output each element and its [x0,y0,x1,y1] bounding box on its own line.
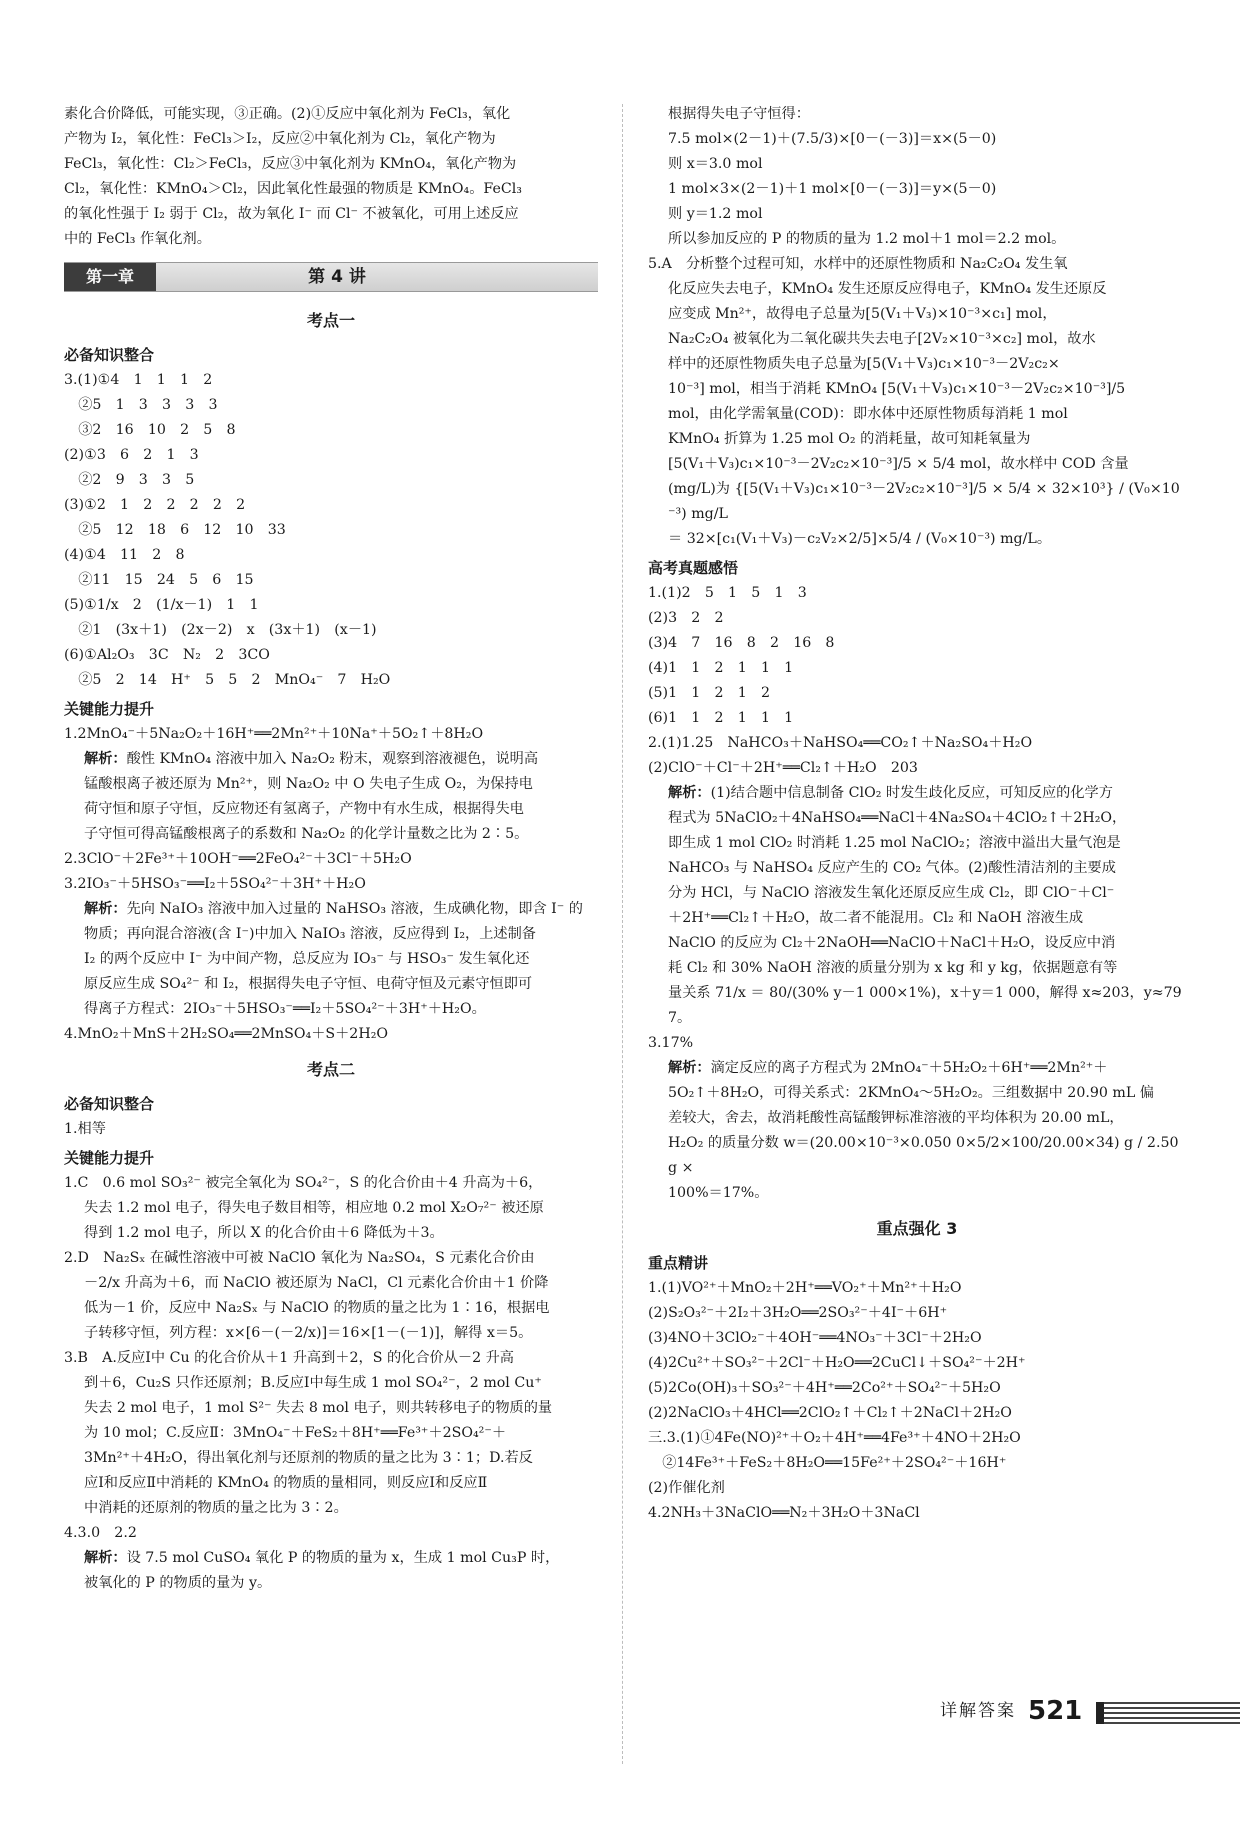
balance-line: (3)①2 1 2 2 2 2 2 [64,497,246,513]
balance-line: ②1 (3x＋1) (2x－2) x (3x＋1) (x－1) [64,622,377,638]
answer-line: 10⁻³] mol，相当于消耗 KMnO₄ [5(V₁＋V₃)c₁×10⁻³－2V₂c₂×10⁻³]/5 [668,381,1126,397]
explanation-line: 酸性 KMnO₄ 溶液中加入 Na₂O₂ 粉末，观察到溶液褪色，说明高 [126,751,539,767]
equation-line: 1.(1)VO²⁺＋MnO₂＋2H⁺══VO₂⁺＋Mn²⁺＋H₂O [648,1280,962,1296]
gaokao-line: (6)1 1 2 1 1 1 [648,710,794,726]
gaokao-line: (2)ClO⁻＋Cl⁻＋2H⁺══Cl₂↑＋H₂O 203 [648,760,918,776]
intro-line: Cl₂，氧化性：KMnO₄＞Cl₂，因此氧化性最强的物质是 KMnO₄。FeCl₃ [64,181,522,197]
equation-line: (4)2Cu²⁺＋SO₃²⁻＋2Cl⁻＋H₂O══2CuCl↓＋SO₄²⁻＋2H⁺ [648,1355,1026,1371]
footer-stripe-decoration [1096,1702,1240,1724]
equation-line: (3)4NO＋3ClO₂⁻＋4OH⁻══4NO₃⁻＋3Cl⁻＋2H₂O [648,1330,982,1346]
explanation-line: 设 7.5 mol CuSO₄ 氧化 P 的物质的量为 x，生成 1 mol Cu₃P 时， [126,1550,560,1566]
jiexi-label: 解析： [84,1550,127,1566]
answer-line: 得到 1.2 mol 电子，所以 X 的化合价由＋6 降低为＋3。 [84,1225,444,1241]
k2-q5-explanation [64,1546,598,1596]
answer-line: Na₂C₂O₄ 被氧化为二氧化碳共失去电子[2V₂×10⁻³×c₂] mol，故水 [668,331,1096,347]
intro-text [64,102,598,252]
answer-line: 为 10 mol；C.反应Ⅱ：3MnO₄⁻＋FeS₂＋8H⁺══Fe³⁺＋2SO₄²⁻＋ [84,1425,507,1441]
balance-line: (2)①3 6 2 1 3 [64,447,199,463]
electron-conservation-calc [648,102,1186,252]
jiexi-label: 解析： [668,1060,711,1076]
answer-line: 中消耗的还原剂的物质的量之比为 3∶2。 [84,1500,348,1516]
explanation-line: 得离子方程式：2IO₃⁻＋5HSO₃⁻══I₂＋5SO₄²⁻＋3H⁺＋H₂O。 [84,1001,486,1017]
calc-line: 1 mol×3×(2－1)＋1 mol×[0－(－3)]＝y×(5－0) [668,181,997,197]
explanation-line: 物质；再向混合溶液(含 I⁻)中加入 NaIO₃ 溶液，反应得到 I₂，上述制备 [84,926,536,942]
equation-line: 4.2NH₃＋3NaClO══N₂＋3H₂O＋3NaCl [648,1505,920,1521]
answer-line: 5.A 分析整个过程可知，水样中的还原性物质和 Na₂C₂O₄ 发生氧 [648,256,1068,272]
footer-label: 详解答案 [940,1701,1016,1721]
gaokao-line: 1.(1)2 5 1 5 1 3 [648,585,807,601]
left-column [64,102,598,1596]
equation-line: (2)2NaClO₃＋4HCl══2ClO₂↑＋Cl₂↑＋2NaCl＋2H₂O [648,1405,1012,1421]
answer-line: 低为－1 价，反应中 Na₂Sₓ 与 NaClO 的物质的量之比为 1∶16，根据电 [84,1300,550,1316]
section-jingjiang: 重点精讲 [648,1254,709,1272]
answer-line: 样中的还原性物质失电子总量为[5(V₁＋V₃)c₁×10⁻³－2V₂c₂× [668,356,1060,372]
explanation-line: 子守恒可得高锰酸根离子的系数和 Na₂O₂ 的化学计量数之比为 2∶5。 [84,826,529,842]
answer-line: 3Mn²⁺＋4H₂O，得出氧化剂与还原剂的物质的量之比为 3∶1；D.若反 [84,1450,533,1466]
balance-line: ②5 1 3 3 3 3 [64,397,218,413]
explanation-line: (1)结合题中信息制备 ClO₂ 时发生歧化反应，可知反应的化学方 [710,785,1113,801]
balance-line: (5)①1/x 2 (1/x－1) 1 1 [64,597,259,613]
explanation-line: 荷守恒和原子守恒，反应物还有氢离子，产物中有水生成，根据得失电 [84,801,524,817]
answer-k2-q2-block [64,1171,598,1246]
equation-line: (2)作催化剂 [648,1480,725,1496]
answer-k2-q1: 1.相等 [64,1121,106,1137]
answer-q2: 2.3ClO⁻＋2Fe³⁺＋10OH⁻══2FeO₄²⁻＋3Cl⁻＋5H₂O [64,851,412,867]
page-footer [940,1680,1240,1724]
explanation-line: H₂O₂ 的质量分数 w＝(20.00×10⁻³×0.050 0×5/2×100/20.00×34) g / 2.50 g × [668,1135,1184,1176]
intro-line: 素化合价降低，可能实现，③正确。(2)①反应中氧化剂为 FeCl₃，氧化 [64,106,511,122]
answer-k2-q3-block [64,1246,598,1346]
balance-line: ②2 9 3 3 5 [64,472,195,488]
answer-line: [5(V₁＋V₃)c₁×10⁻³－2V₂c₂×10⁻³]/5 × 5/4 mol，故水样中 COD 含量 [668,456,1129,472]
answer-q4: 4.MnO₂＋MnS＋2H₂SO₄══2MnSO₄＋S＋2H₂O [64,1026,389,1042]
gk2-explanation [648,781,1186,1031]
equation-line: ②14Fe³⁺＋FeS₂＋8H₂O══15Fe²⁺＋2SO₄²⁻＋16H⁺ [648,1455,1007,1471]
explanation-line: 先向 NaIO₃ 溶液中加入过量的 NaHSO₃ 溶液，生成碘化物，即含 I⁻ 的 [126,901,583,917]
calc-line: 所以参加反应的 P 的物质的量为 1.2 mol＋1 mol＝2.2 mol。 [668,231,1066,247]
answer-line: 应变成 Mn²⁺，故得电子总量为[5(V₁＋V₃)×10⁻³×c₁] mol， [668,306,1057,322]
answer-line: KMnO₄ 折算为 1.25 mol O₂ 的消耗量，故可知耗氧量为 [668,431,1031,447]
kaodian-1-title: 考点一 [306,311,355,330]
intro-line: 的氧化性强于 I₂ 弱于 Cl₂，故为氧化 I⁻ 而 Cl⁻ 不被氧化，可用上述反应 [64,206,519,222]
gaokao-line: (5)1 1 2 1 2 [648,685,770,701]
explanation-line: 量关系 71/x ＝ 80/(30% y－1 000×1%)，x＋y＝1 000，解得 x≈203，y≈797。 [668,985,1182,1026]
balance-line: ③2 16 10 2 5 8 [64,422,236,438]
answer-line: 1.C 0.6 mol SO₃²⁻ 被完全氧化为 SO₄²⁻，S 的化合价由＋4 升高为＋6， [64,1175,543,1191]
answer-line: 应Ⅰ和反应Ⅱ中消耗的 KMnO₄ 的物质的量相同，则反应Ⅰ和反应Ⅱ [84,1475,488,1491]
calc-line: 7.5 mol×(2－1)＋(7.5/3)×[0－(－3)]＝x×(5－0) [668,131,997,147]
answer-line: mol，由化学需氧量(COD)：即水体中还原性物质每消耗 1 mol [668,406,1068,422]
answer-line: (mg/L)为 {[5(V₁＋V₃)c₁×10⁻³－2V₂c₂×10⁻³]/5 × 5/4 × 32×10³} / (V₀×10⁻³) mg/L [668,481,1180,522]
q1-explanation-text [84,751,598,847]
jiexi-label: 解析： [668,785,711,801]
gaokao-line: (4)1 1 2 1 1 1 [648,660,794,676]
k2-q5-explanation-text [84,1550,598,1596]
gaokao-line: 2.(1)1.25 NaHCO₃＋NaHSO₄══CO₂↑＋Na₂SO₄＋H₂O [648,735,1033,751]
section-bibei-2: 必备知识整合 [64,1095,155,1113]
q3-explanation [64,897,598,1022]
section-gaokao: 高考真题感悟 [648,559,739,577]
zhongdian-answers [648,1276,1186,1526]
explanation-line: 被氧化的 P 的物质的量为 y。 [84,1575,272,1591]
explanation-line: 分为 HCl，与 NaClO 溶液发生氧化还原反应生成 Cl₂，即 ClO⁻＋Cl⁻ [668,885,1115,901]
gk3-explanation-text [668,1060,1186,1206]
explanation-line: ＋2H⁺══Cl₂↑＋H₂O，故二者不能混用。Cl₂ 和 NaOH 溶液生成 [668,910,1084,926]
jiexi-label: 解析： [84,901,127,917]
answer-line: 2.D Na₂Sₓ 在碱性溶液中可被 NaClO 氧化为 Na₂SO₄，S 元素化合价由 [64,1250,535,1266]
chapter-header [64,262,598,292]
answer-line: 3.B A.反应Ⅰ中 Cu 的化合价从＋1 升高到＋2，S 的化合价从－2 升高 [64,1350,514,1366]
chapter-label: 第一章 [64,263,156,291]
answer-line: 化反应失去电子，KMnO₄ 发生还原反应得电子，KMnO₄ 发生还原反 [668,281,1107,297]
jiexi-label: 解析： [84,751,127,767]
section-bibei-1: 必备知识整合 [64,346,155,364]
calc-line: 则 y＝1.2 mol [668,206,763,222]
section-guanjian-1: 关键能力提升 [64,700,155,718]
gaokao-line: (3)4 7 16 8 2 16 8 [648,635,835,651]
explanation-line: 即生成 1 mol ClO₂ 时消耗 1.25 mol NaClO₂；溶液中溢出大量气泡是 [668,835,1121,851]
calc-line: 则 x＝3.0 mol [668,156,763,172]
explanation-line: 程式为 5NaClO₂＋4NaHSO₄══NaCl＋4Na₂SO₄＋4ClO₂↑＋2H₂O， [668,810,1127,826]
answer-k2-q4-block [64,1346,598,1521]
intro-line: 产物为 I₂，氧化性：FeCl₃＞I₂，反应②中氧化剂为 Cl₂，氧化产物为 [64,131,496,147]
q1-explanation [64,747,598,847]
intro-line: FeCl₃，氧化性：Cl₂＞FeCl₃，反应③中氧化剂为 KMnO₄，氧化产物为 [64,156,517,172]
answer-q3: 3.2IO₃⁻＋5HSO₃⁻══I₂＋5SO₄²⁻＋3H⁺＋H₂O [64,876,366,892]
gk2-explanation-text [668,785,1186,1031]
explanation-line: NaHCO₃ 与 NaHSO₄ 反应产生的 CO₂ 气体。(2)酸性清洁剂的主要成 [668,860,1116,876]
explanation-line: NaClO 的反应为 Cl₂＋2NaOH══NaClO＋NaCl＋H₂O，设反应中消 [668,935,1116,951]
answer-line: 失去 2 mol 电子，1 mol S²⁻ 失去 8 mol 电子，则共转移电子的物质的量 [84,1400,553,1416]
q3-explanation-text [84,901,598,1022]
gaokao-line: (2)3 2 2 [648,610,724,626]
answer-line: 到＋6，Cu₂S 只作还原剂；B.反应Ⅰ中每生成 1 mol SO₄²⁻，2 mol Cu⁺ [84,1375,542,1391]
answer-line: 失去 1.2 mol 电子，得失电子数目相等，相应地 0.2 mol X₂O₇²⁻ 被还原 [84,1200,544,1216]
balance-line: 3.(1)①4 1 1 1 2 [64,372,213,388]
lecture-title: 第 4 讲 [308,266,366,287]
gk3-explanation [648,1056,1186,1206]
equation-line: (2)S₂O₃²⁻＋2I₂＋3H₂O══2SO₃²⁻＋4I⁻＋6H⁺ [648,1305,948,1321]
explanation-line: 锰酸根离子被还原为 Mn²⁺，则 Na₂O₂ 中 O 失电子生成 O₂，为保持电 [84,776,533,792]
kaodian-2-title: 考点二 [306,1060,355,1079]
balance-answers [64,368,598,693]
intro-line: 中的 FeCl₃ 作氧化剂。 [64,231,211,247]
explanation-line: 耗 Cl₂ 和 30% NaOH 溶液的质量分别为 x kg 和 y kg，依据题意有等 [668,960,1118,976]
equation-line: 三.3.(1)①4Fe(NO)²⁺＋O₂＋4H⁺══4Fe³⁺＋4NO＋2H₂O [648,1430,1021,1446]
balance-line: (4)①4 11 2 8 [64,547,185,563]
balance-line: ②5 12 18 6 12 10 33 [64,522,286,538]
explanation-line: 差较大，舍去，故消耗酸性高锰酸钾标准溶液的平均体积为 20.00 mL， [668,1110,1124,1126]
page-number: 521 [1028,1696,1083,1726]
explanation-line: 5O₂↑＋8H₂O，可得关系式：2KMnO₄～5H₂O₂。三组数据中 20.90 mL 偏 [668,1085,1154,1101]
balance-line: (6)①Al₂O₃ 3C N₂ 2 3CO [64,647,270,663]
answer-q5-block [648,252,1186,552]
explanation-line: 原反应生成 SO₄²⁻ 和 I₂，根据得失电子守恒、电荷守恒及元素守恒即可 [84,976,533,992]
zhongdian-title: 重点强化 3 [876,1219,958,1238]
answer-line: －2/x 升高为＋6，而 NaClO 被还原为 NaCl，Cl 元素化合价由＋1 价降 [84,1275,549,1291]
column-divider [622,104,623,1764]
answer-gk3: 3.17% [648,1035,694,1051]
gaokao-answers [648,581,1186,781]
explanation-line: I₂ 的两个反应中 I⁻ 为中间产物，总反应为 IO₃⁻ 与 HSO₃⁻ 发生氧化还 [84,951,530,967]
equation-line: (5)2Co(OH)₃＋SO₃²⁻＋4H⁺══2Co²⁺＋SO₄²⁻＋5H₂O [648,1380,1001,1396]
calc-line: 根据得失电子守恒得： [668,106,810,122]
answer-line: 子转移守恒，列方程：x×[6－(－2/x)]＝16×[1－(－1)]，解得 x＝5。 [84,1325,533,1341]
balance-line: ②11 15 24 5 6 15 [64,572,254,588]
answer-k2-q5: 4.3.0 2.2 [64,1525,137,1541]
answer-line: ＝ 32×[c₁(V₁＋V₃)－c₂V₂×2/5]×5/4 / (V₀×10⁻³) mg/L。 [668,531,1052,547]
section-guanjian-2: 关键能力提升 [64,1149,155,1167]
explanation-line: 滴定反应的离子方程式为 2MnO₄⁻＋5H₂O₂＋6H⁺══2Mn²⁺＋ [710,1060,1108,1076]
explanation-line: 100%＝17%。 [668,1185,769,1201]
right-column [648,102,1186,1526]
answer-q1: 1.2MnO₄⁻＋5Na₂O₂＋16H⁺══2Mn²⁺＋10Na⁺＋5O₂↑＋8H₂O [64,726,484,742]
balance-line: ②5 2 14 H⁺ 5 5 2 MnO₄⁻ 7 H₂O [64,672,391,688]
